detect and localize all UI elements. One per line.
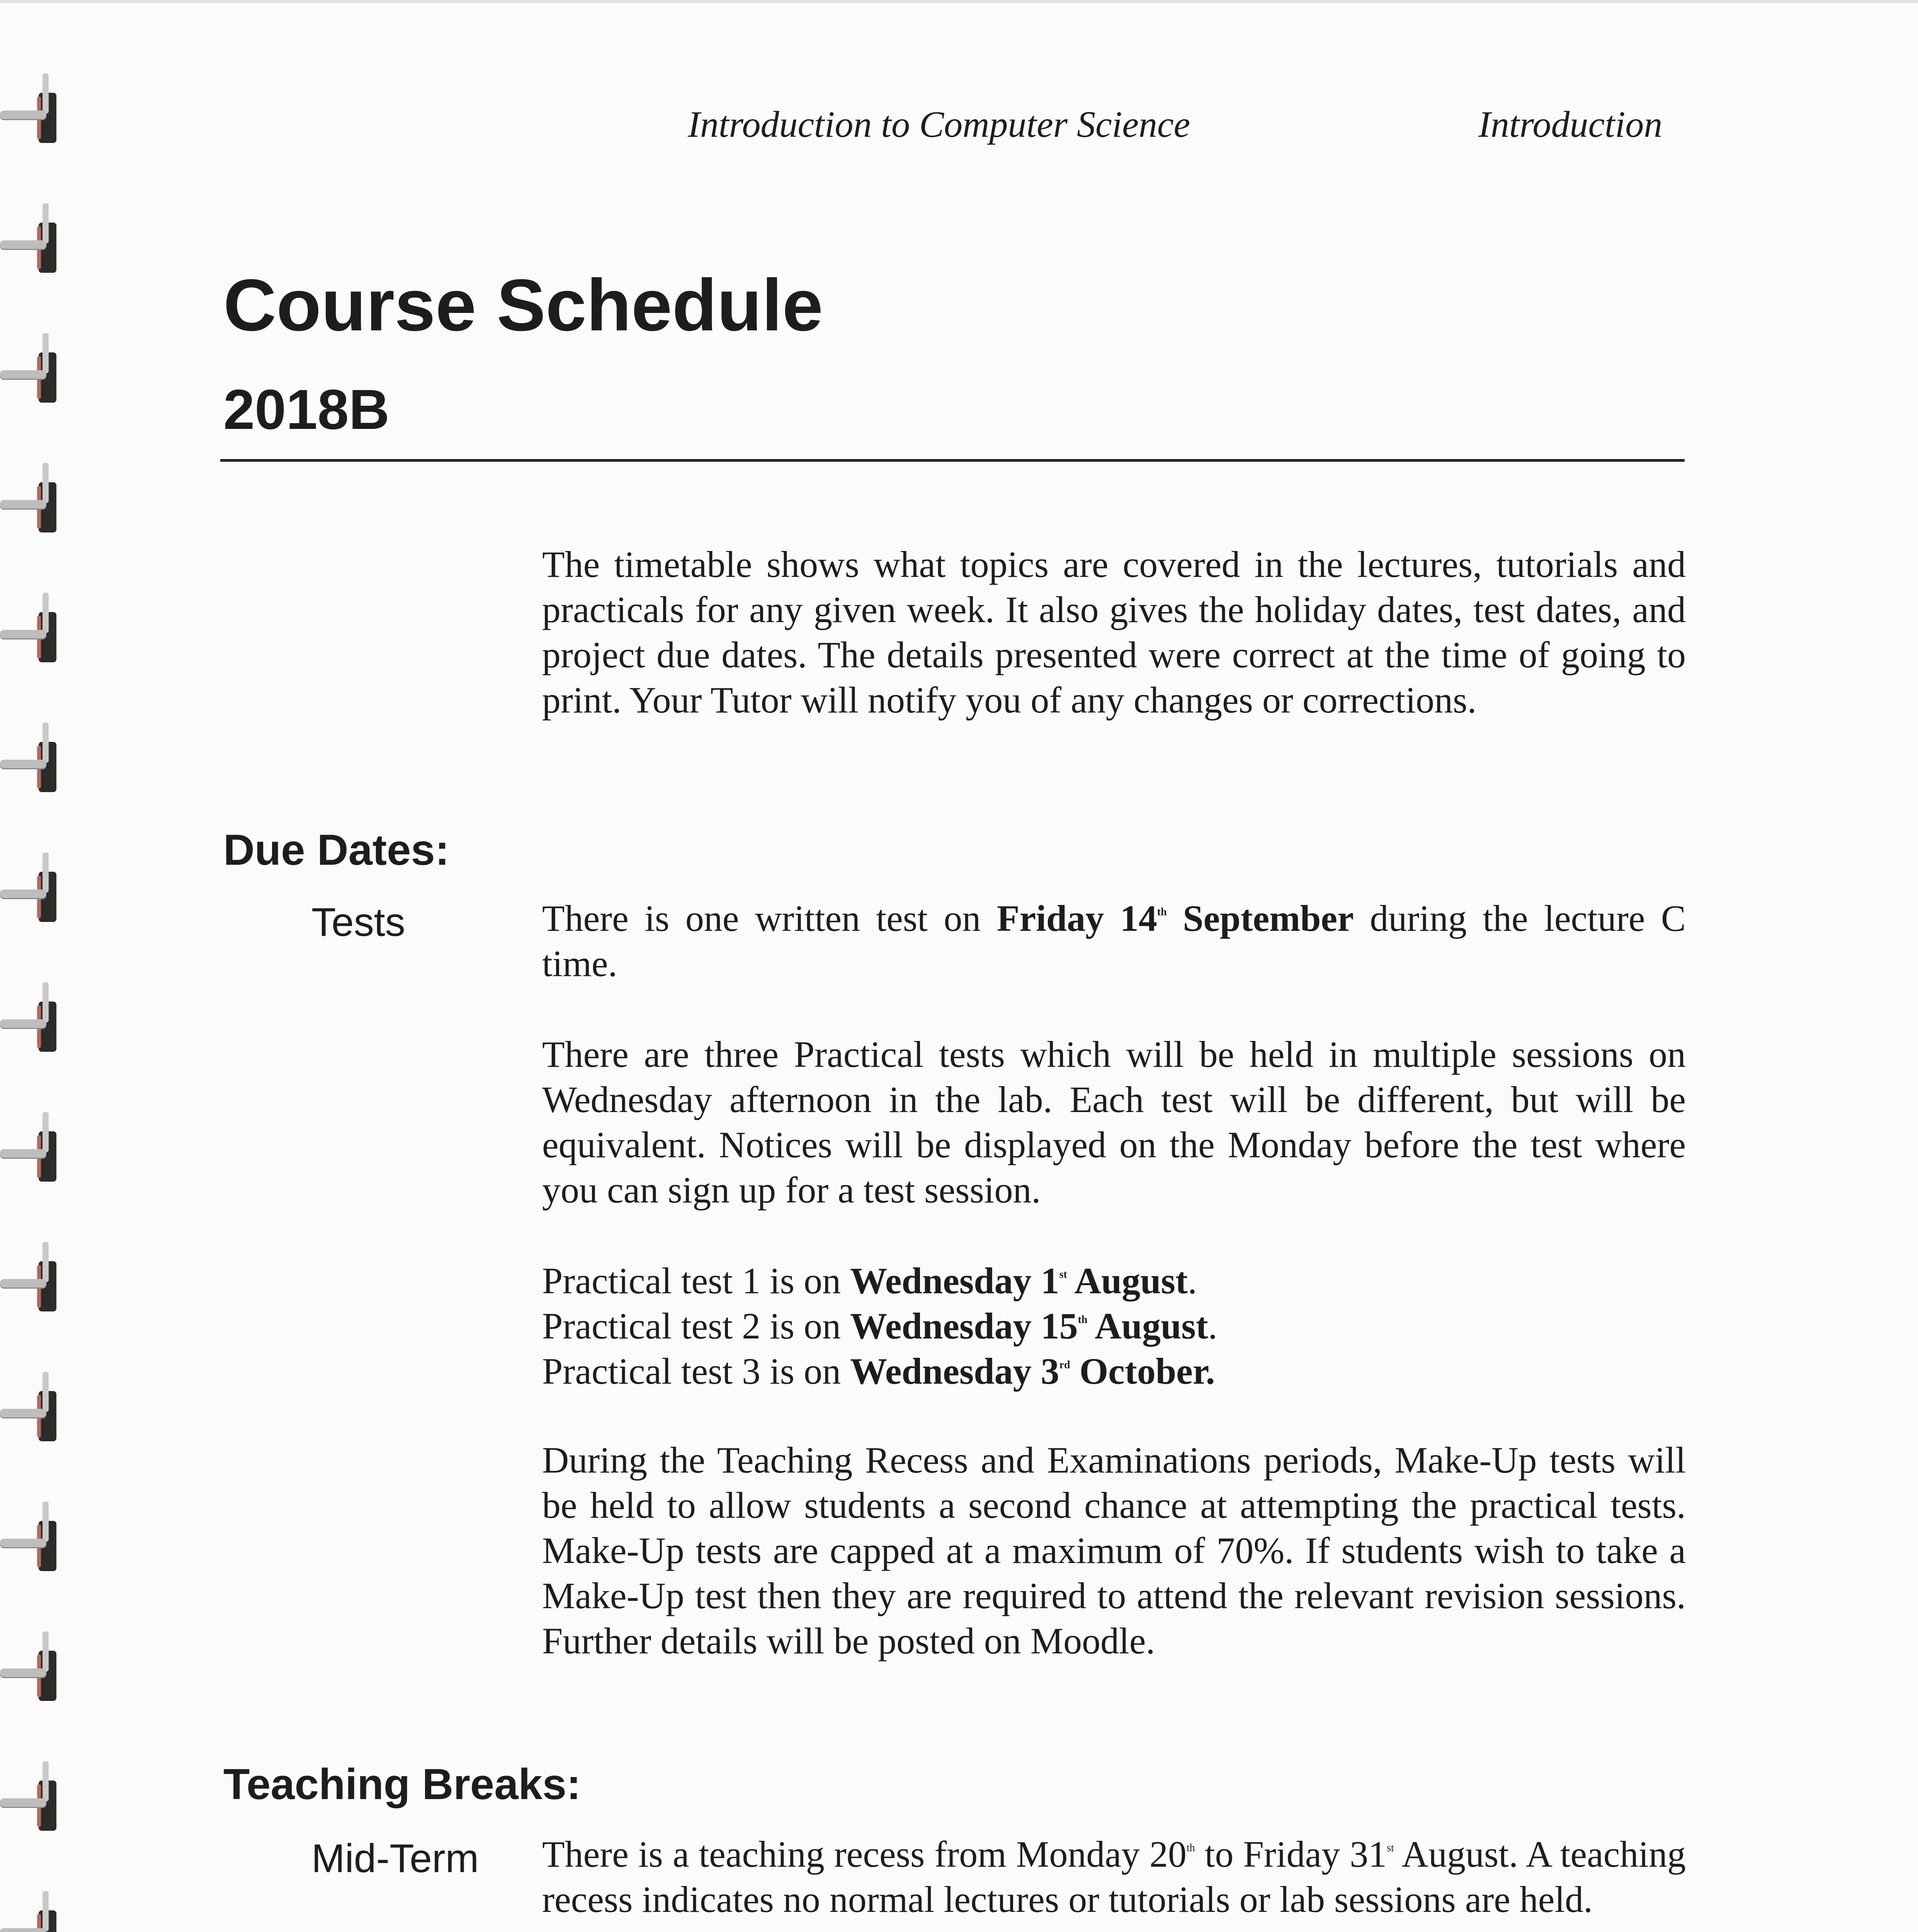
binding-ring xyxy=(0,1372,62,1445)
binding-ring xyxy=(0,1242,62,1315)
binding-ring xyxy=(0,1502,62,1575)
title-rule xyxy=(220,459,1685,462)
running-header-chapter: Introduction xyxy=(1478,104,1663,145)
binding-ring xyxy=(0,593,62,666)
written-test-month: September xyxy=(1166,898,1354,939)
written-test-day-suffix: th xyxy=(1157,906,1167,918)
page-subtitle: 2018B xyxy=(223,378,390,441)
practical-test-line xyxy=(542,1349,1686,1394)
binding-ring xyxy=(0,1891,62,1932)
practical-test-month: August xyxy=(1087,1305,1208,1347)
practical-test-list xyxy=(542,1258,1686,1394)
midterm-label: Mid-Term xyxy=(311,1836,479,1881)
recess-text-middle: to Friday 31 xyxy=(1195,1833,1387,1875)
page-title: Course Schedule xyxy=(223,264,823,346)
recess-text-end: August. A teaching recess indicates no normal lectures or tutorials or lab sessions are held. xyxy=(542,1833,1686,1920)
binding-ring xyxy=(0,333,62,406)
recess-paragraph xyxy=(542,1832,1686,1922)
binding-ring xyxy=(0,1761,62,1835)
binding-ring xyxy=(0,73,62,147)
practical-test-line xyxy=(542,1258,1686,1303)
practical-test-end: . xyxy=(1208,1305,1217,1347)
due-dates-heading: Due Dates: xyxy=(223,826,450,874)
practical-test-day-suffix: rd xyxy=(1059,1359,1070,1371)
recess-end-suffix: st xyxy=(1387,1842,1394,1854)
running-header-course: Introduction to Computer Science xyxy=(688,104,1190,145)
tests-label: Tests xyxy=(311,900,405,945)
recess-text: There is a teaching recess from Monday 20 xyxy=(542,1833,1187,1875)
recess-start-suffix: th xyxy=(1187,1842,1195,1854)
practical-test-day: Wednesday 15 xyxy=(850,1305,1078,1347)
spiral-binding xyxy=(0,0,62,1932)
written-test-paragraph xyxy=(542,896,1686,986)
practical-test-day: Wednesday 1 xyxy=(850,1260,1059,1301)
practical-test-day-suffix: th xyxy=(1078,1314,1088,1326)
intro-paragraph: The timetable shows what topics are covered in the lectures, tutorials and practicals for any given week. It also gives the holiday dates, test dates, and project due dates. The details presented were correct at the time of going to print. Your Tutor will notify you of any changes or corrections. xyxy=(542,544,1686,721)
binding-ring xyxy=(0,463,62,536)
written-test-text: There is one written test on xyxy=(542,898,997,939)
binding-ring xyxy=(0,203,62,277)
binding-ring xyxy=(0,852,62,926)
practical-test-text: Practical test 1 is on xyxy=(542,1260,850,1301)
practical-tests-paragraph: There are three Practical tests which will be held in multiple sessions on Wednesday afternoon in the lab. Each test will be different, but will be equivalent. Notices will be displayed on the Monday before the test where you can sign up for a test session. xyxy=(542,1034,1686,1211)
binding-ring xyxy=(0,723,62,796)
practical-test-day-suffix: st xyxy=(1059,1269,1067,1281)
practical-test-end: . xyxy=(1187,1260,1197,1301)
practical-test-month: August xyxy=(1067,1260,1188,1301)
practical-test-month: October. xyxy=(1070,1350,1215,1392)
teaching-breaks-heading: Teaching Breaks: xyxy=(223,1760,581,1808)
practical-test-text: Practical test 2 is on xyxy=(542,1305,850,1347)
scan-edge xyxy=(0,0,1918,3)
binding-ring xyxy=(0,1631,62,1705)
binding-ring xyxy=(0,1112,62,1185)
practical-test-line xyxy=(542,1303,1686,1349)
written-test-day: Friday 14 xyxy=(996,898,1157,939)
practical-test-text: Practical test 3 is on xyxy=(542,1350,850,1392)
binding-ring xyxy=(0,982,62,1056)
practical-test-day: Wednesday 3 xyxy=(850,1350,1059,1392)
written-test-text-end: during the lecture C time. xyxy=(542,898,1686,984)
makeup-tests-paragraph: During the Teaching Recess and Examinations periods, Make-Up tests will be held to allow students a second chance at attempting the practical tests. Make-Up tests are capped at a maximum of 70%. If students wish to take a Make-Up test then they are required to attend the relevant revision sessions. Further details will be posted on Moodle. xyxy=(542,1439,1686,1662)
